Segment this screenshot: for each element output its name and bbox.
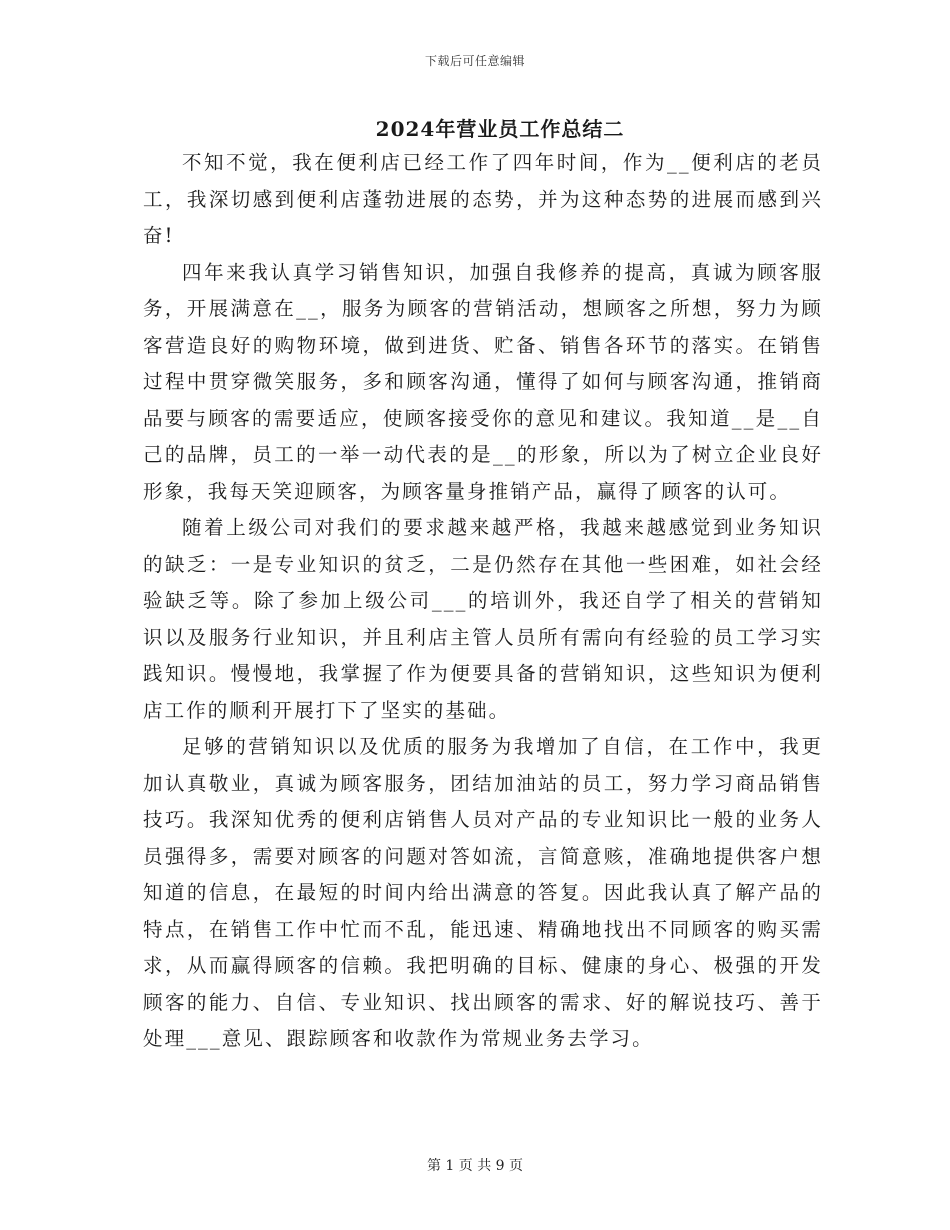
document-title: 2024年营业员工作总结二: [375, 117, 625, 141]
paragraph: 四年来我认真学习销售知识，加强自我修养的提高，真诚为顾客服务，开展满意在__，服务为顾客的营销活动，想顾客之所想，努力为顾客营造良好的购物环境，做到进货、贮备、销售各环节的落实。在销售过程中贯穿微笑服务，多和顾客沟通，懂得了如何与顾客沟通，推销商品要与顾客的需要适应，使顾客接受你的意见和建议。我知道__是__自己的品牌，员工的一举一动代表的是__的形象，所以为了树立企业良好形象，我每天笑迎顾客，为顾客量身推销产品，赢得了顾客的认可。: [143, 260, 823, 503]
document-body: [143, 145, 823, 1058]
header-note: 下载后可任意编辑: [424, 54, 525, 68]
paragraph: 不知不觉，我在便利店已经工作了四年时间，作为__便利店的老员工，我深切感到便利店蓬勃进展的态势，并为这种态势的进展而感到兴奋!: [143, 151, 823, 247]
paragraph: 随着上级公司对我们的要求越来越严格，我越来越感觉到业务知识的缺乏：一是专业知识的贫乏，二是仍然存在其他一些困难，如社会经验缺乏等。除了参加上级公司___的培训外，我还自学了相关的营销知识以及服务行业知识，并且利店主管人员所有需向有经验的员工学习实践知识。慢慢地，我掌握了作为便要具备的营销知识，这些知识为便利店工作的顺利开展打下了坚实的基础。: [143, 516, 823, 722]
page-footer: 第 1 页 共 9 页: [426, 1158, 524, 1174]
paragraph: 足够的营销知识以及优质的服务为我增加了自信，在工作中，我更加认真敬业，真诚为顾客服务，团结加油站的员工，努力学习商品销售技巧。我深知优秀的便利店销售人员对产品的专业知识比一般的业务人员强得多，需要对顾客的问题对答如流，言简意赅，准确地提供客户想知道的信息，在最短的时间内给出满意的答复。因此我认真了解产品的特点，在销售工作中忙而不乱，能迅速、精确地找出不同顾客的购买需求，从而赢得顾客的信赖。我把明确的目标、健康的身心、极强的开发顾客的能力、自信、专业知识、找出顾客的需求、好的解说技巧、善于处理___意见、跟踪顾客和收款作为常规业务去学习。: [143, 735, 823, 1050]
